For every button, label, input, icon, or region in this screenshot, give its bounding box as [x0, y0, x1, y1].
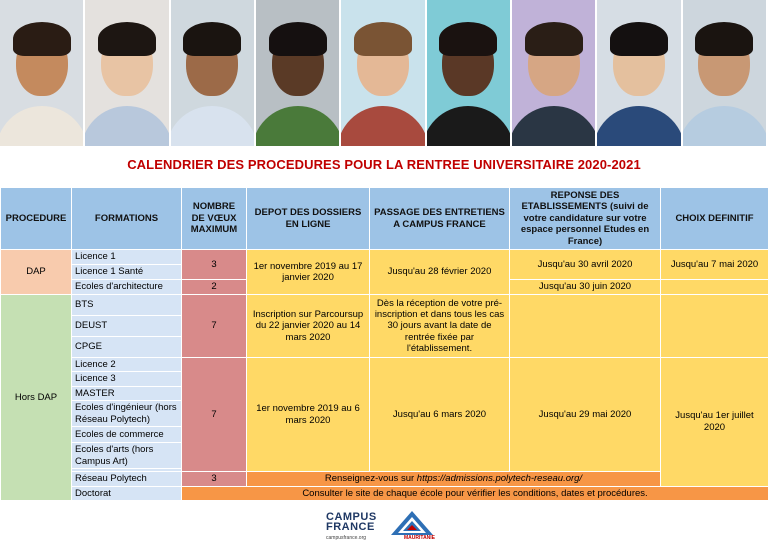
portrait-photo	[683, 0, 768, 146]
formation-cell: Ecoles d'ingénieur (hors Réseau Polytech)	[72, 401, 182, 427]
entretiens-cell: Jusqu'au 6 mars 2020	[370, 358, 510, 472]
voeux-cell: 7	[182, 295, 247, 358]
header-procedure: PROCEDURE	[1, 188, 72, 250]
formation-cell: CPGE	[72, 337, 182, 358]
header-reponse: REPONSE DES ETABLISSEMENTS (suivi de votre candidature sur votre espace personnel Etudes en France)	[510, 188, 661, 250]
logo-triangle-icon	[390, 510, 434, 536]
table-row	[1, 295, 768, 316]
logo-url: campusfrance.org	[326, 535, 367, 541]
formation-cell: Doctorat	[72, 486, 182, 500]
header-depot: DEPOT DES DOSSIERS EN LIGNE	[247, 188, 370, 250]
table-row	[1, 358, 768, 372]
formation-cell: Licence 1 Santé	[72, 265, 182, 280]
voeux-cell: 2	[182, 280, 247, 295]
reponse-cell: Jusqu'au 30 juin 2020	[510, 280, 661, 295]
depot-cell: 1er novembre 2019 au 17 janvier 2020	[247, 250, 370, 295]
formation-cell: Ecoles d'arts (hors Campus Art)	[72, 443, 182, 469]
formation-cell: Licence 1	[72, 250, 182, 265]
portrait-photo	[597, 0, 682, 146]
logo-wordmark: CAMPUS FRANCE	[326, 511, 377, 533]
formation-cell: Licence 2	[72, 358, 182, 372]
choix-cell: Jusqu'au 7 mai 2020	[661, 250, 768, 280]
procedure-hors-dap: Hors DAP	[1, 295, 72, 501]
entretiens-cell: Dès la réception de votre pré-inscription et dans tous les cas 30 jours avant la date de rentrée fixée par l'établissement.	[370, 295, 510, 358]
reponse-cell: Jusqu'au 29 mai 2020	[510, 358, 661, 472]
page-title: CALENDRIER DES PROCEDURES POUR LA RENTREE UNIVERSITAIRE 2020-2021	[127, 157, 641, 172]
reponse-cell: Jusqu'au 30 avril 2020	[510, 250, 661, 280]
portrait-photo	[512, 0, 597, 146]
polytech-link[interactable]: https://admissions.polytech-reseau.org/	[416, 473, 583, 485]
formation-cell: Ecoles de commerce	[72, 427, 182, 443]
entretiens-cell: Jusqu'au 28 février 2020	[370, 250, 510, 295]
formation-cell: MASTER	[72, 386, 182, 400]
formation-cell: DEUST	[72, 316, 182, 337]
portrait-photo	[85, 0, 170, 146]
table-row	[1, 250, 768, 265]
calendar-table	[0, 187, 768, 501]
portrait-photo	[0, 0, 85, 146]
table-row	[1, 486, 768, 500]
depot-cell: Inscription sur Parcoursup du 22 janvier 2020 au 14 mars 2020	[247, 295, 370, 358]
header-formations: FORMATIONS	[72, 188, 182, 250]
voeux-cell: 7	[182, 358, 247, 472]
header-choix: CHOIX DEFINITIF	[661, 188, 768, 250]
portrait-banner	[0, 0, 768, 146]
choix-cell-empty	[661, 295, 768, 358]
formation-cell: Licence 3	[72, 372, 182, 386]
header-row	[1, 188, 768, 250]
choix-cell: Jusqu'au 1er juillet 2020	[661, 358, 768, 487]
choix-cell-empty	[661, 280, 768, 295]
portrait-photo	[171, 0, 256, 146]
procedure-dap: DAP	[1, 250, 72, 295]
header-entretiens: PASSAGE DES ENTRETIENS A CAMPUS FRANCE	[370, 188, 510, 250]
polytech-note	[247, 472, 661, 486]
polytech-note-prefix: Renseignez-vous sur	[324, 473, 417, 485]
formation-cell: BTS	[72, 295, 182, 316]
table-row	[1, 472, 768, 486]
reponse-cell-empty	[510, 295, 661, 358]
logo-country: MAURITANIE	[404, 535, 436, 541]
header-voeux: NOMBRE DE VŒUX MAXIMUM	[182, 188, 247, 250]
campus-france-logo	[326, 508, 446, 542]
portrait-photo	[341, 0, 426, 146]
doctorat-note: Consulter le site de chaque école pour vérifier les conditions, dates et procédures.	[182, 486, 768, 500]
depot-cell: 1er novembre 2019 au 6 mars 2020	[247, 358, 370, 472]
portrait-photo	[427, 0, 512, 146]
formation-cell: Réseau Polytech	[72, 472, 182, 486]
voeux-cell: 3	[182, 250, 247, 280]
voeux-cell: 3	[182, 472, 247, 486]
portrait-photo	[256, 0, 341, 146]
formation-cell: Ecoles d'architecture	[72, 280, 182, 295]
